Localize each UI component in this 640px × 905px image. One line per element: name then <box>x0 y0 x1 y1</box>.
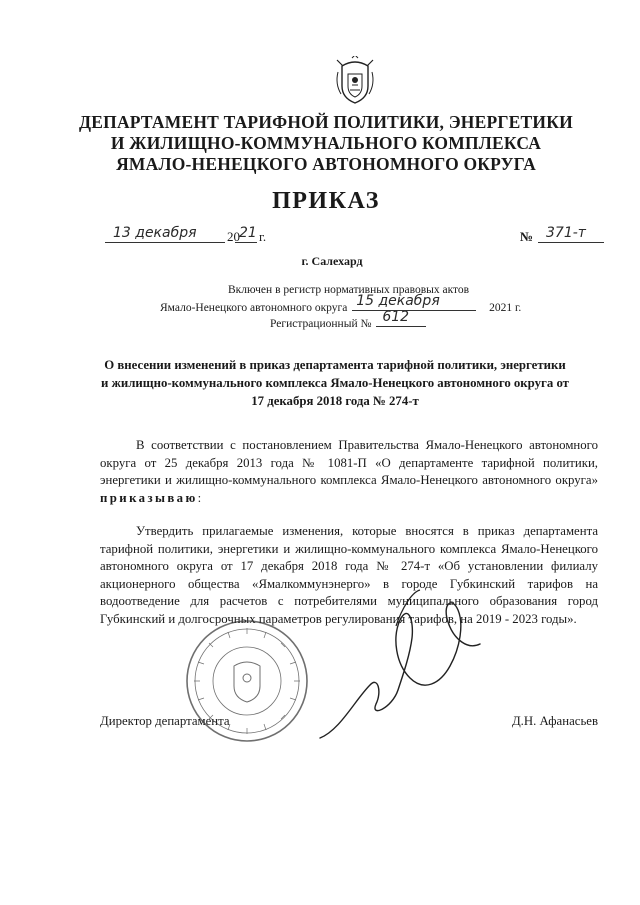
paragraph-resolution: Утвердить прилагаемые изменения, которые вносятся в приказ департамента тарифной политики, энергетики и жилищно-коммунального комплекса Ямало-Ненецкого автономного округа от 17 декабря 2018 года № 274-т «Об установлении филиалу акционерного общества «Ямалкоммунэнерго» в городе Губкинский тарифов на водоотведение для расчетов с потребителями муниципального образования город Губкинский и долгосрочных параметров регулирования тарифов, на 2019 - 2023 годы». <box>100 524 598 626</box>
order-word-colon: : <box>197 490 202 505</box>
registration-number-handwritten: 612 <box>382 309 410 325</box>
signatory-name: Д.Н. Афанасьев <box>511 714 598 728</box>
year-prefix: 20 <box>227 229 240 244</box>
paragraph-basis-text: В соответствии с постановлением Правительства Ямало-Ненецкого автономного округа от 25 декабря 2013 года № 1081-П «О департаменте тарифной политики, энергетики и жилищно-коммунального комплекса Ямало-Ненецкого автономного округа» <box>100 438 598 487</box>
official-seal-icon <box>182 616 312 746</box>
registration-line1: Включен в регистр нормативных правовых актов <box>228 284 470 296</box>
registration-region: Ямало-Ненецкого автономного округа <box>160 302 348 314</box>
registration-number-label: Регистрационный № <box>270 318 372 330</box>
org-name-line2: И ЖИЛИЩНО-КОММУНАЛЬНОГО КОМПЛЕКСА <box>110 133 542 153</box>
paragraph-basis <box>100 437 598 507</box>
handwritten-signature-icon <box>300 580 540 760</box>
registration-date-handwritten: 15 декабря <box>356 293 440 309</box>
year-suffix: г. <box>259 229 267 244</box>
date-handwritten: 13 декабря <box>113 225 197 241</box>
number-handwritten: 371-т <box>546 225 586 241</box>
number-sign: № <box>520 229 534 244</box>
document-type: ПРИКАЗ <box>272 188 380 214</box>
registration-number-blank <box>376 309 426 327</box>
date-underline <box>105 242 225 243</box>
org-name-line3: ЯМАЛО-НЕНЕЦКОГО АВТОНОМНОГО ОКРУГА <box>116 154 536 174</box>
registration-line3 <box>270 309 426 332</box>
registration-date-blank <box>352 293 476 311</box>
number-underline <box>538 242 604 243</box>
org-name-line1: ДЕПАРТАМЕНТ ТАРИФНОЙ ПОЛИТИКИ, ЭНЕРГЕТИКИ <box>79 112 573 132</box>
document-title: О внесении изменений в приказ департамента тарифной политики, энергетики и жилищно-коммунального комплекса Ямало-Ненецкого автономного округа от 17 декабря 2018 года № 274-т <box>101 358 569 408</box>
order-date <box>103 226 273 248</box>
order-number <box>520 226 610 248</box>
registration-year: 2021 г. <box>489 302 522 314</box>
year-handwritten: 21 <box>239 225 257 241</box>
signatory-position: Директор департамента <box>100 714 230 728</box>
city: г. Салехард <box>301 254 363 268</box>
coat-of-arms-icon <box>332 56 378 106</box>
order-word: приказываю <box>100 490 198 505</box>
